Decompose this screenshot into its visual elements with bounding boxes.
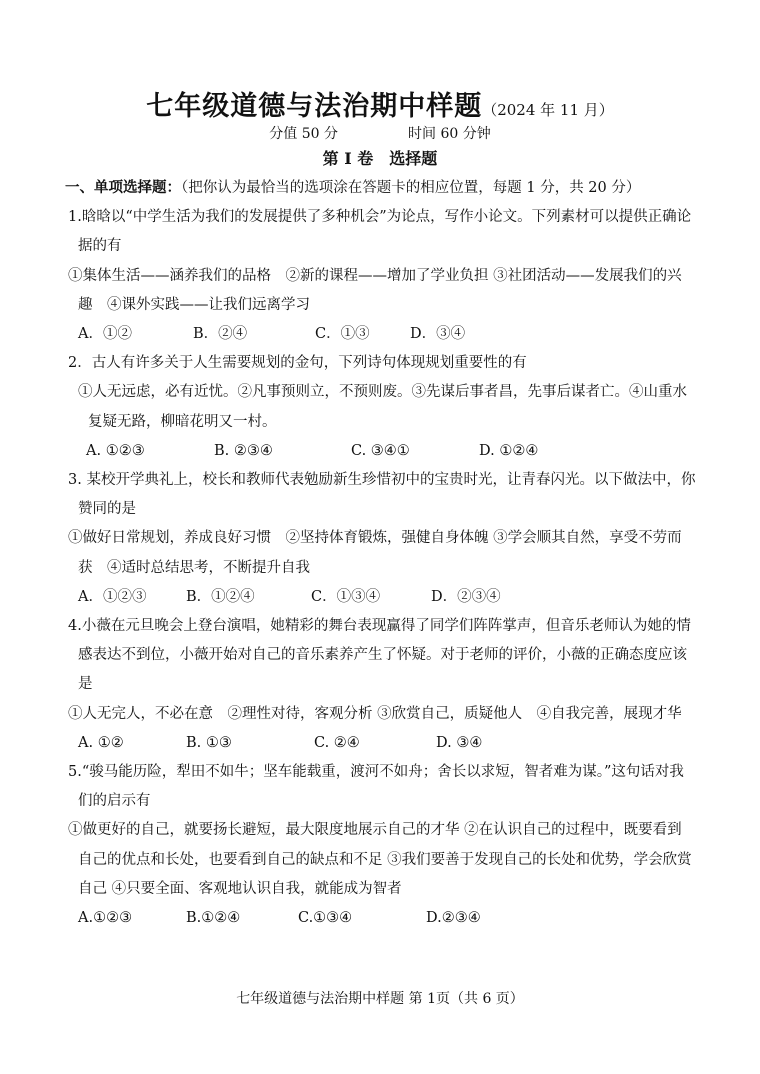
title-row [0, 84, 760, 123]
question-4 [68, 612, 696, 758]
choice-d: D.②③④ [426, 910, 481, 927]
choice-d: D. ①②④ [479, 442, 539, 459]
answer-choices [68, 437, 696, 466]
choice-d: D．②③④ [431, 588, 501, 605]
time-limit: 时间 60 分钟 [408, 126, 491, 142]
choice-d: D. ③④ [436, 734, 483, 751]
choice-c: C．①③ [315, 326, 370, 343]
choice-a: A.①②③ [78, 910, 133, 927]
question-stem: 3. 某校开学典礼上，校长和教师代表勉励新生珍惜初中的宝贵时光，让青春闪光。以下做法中，你赞同的是 [68, 472, 696, 518]
exam-date: （2024 年 11 月） [482, 101, 614, 119]
choice-b: B. ②③④ [214, 442, 273, 459]
score-value: 分值 50 分 [269, 126, 338, 142]
answer-choices [68, 729, 696, 758]
question-3 [68, 466, 696, 612]
question-1 [68, 203, 696, 349]
question-stem: 5.“骏马能历险，犁田不如牛；坚车能载重，渡河不如舟；舍长以求短，智者难为谋。”这句话对我们的启示有 [68, 764, 684, 810]
choice-b: B.①②④ [186, 910, 241, 927]
question-statements: ①人无完人，不必在意 ②理性对待，客观分析 ③欣赏自己，质疑他人 ④自我完善，展现才华 [68, 705, 682, 722]
instructions-head: 一、单项选择题： [65, 179, 181, 196]
choice-a: A. ①② [78, 734, 124, 751]
question-statements: ①做好日常规划，养成良好习惯 ②坚持体育锻炼，强健自身体魄 ③学会顺其自然，享受不劳而获 ④适时总结思考，不断提升自我 [68, 530, 682, 576]
choice-b: B．②④ [193, 326, 248, 343]
choice-c: C．①③④ [311, 588, 381, 605]
question-stem: 4.小薇在元旦晚会上登台演唱，她精彩的舞台表现赢得了同学们阵阵掌声，但音乐老师认为她的情感表达不到位，小薇开始对自己的音乐素养产生了怀疑。对于老师的评价，小薇的正确态度应该是 [68, 618, 691, 693]
choice-c: C. ③④① [351, 442, 410, 459]
question-stem: 2．古人有许多关于人生需要规划的金句，下列诗句体现规划重要性的有 [68, 355, 527, 372]
question-list [65, 173, 696, 933]
question-statements: ①人无远虑，必有近忧。②凡事预则立，不预则废。③先谋后事者昌，先事后谋者亡。④山重水复疑无路，柳暗花明又一村。 [78, 384, 687, 430]
section-title: 第 I 卷 选择题 [322, 149, 438, 168]
question-statements: ①集体生活——涵养我们的品格 ②新的课程——增加了学业负担 ③社团活动——发展我们的兴趣 ④课外实践——让我们远离学习 [68, 267, 682, 313]
question-5 [68, 758, 696, 933]
page-footer: 七年级道德与法治期中样题 第 1页（共 6 页） [236, 991, 524, 1007]
choice-a: A．①②③ [78, 588, 147, 605]
choice-c: C.①③④ [298, 910, 353, 927]
answer-choices [68, 904, 696, 933]
choice-c: C. ②④ [314, 734, 360, 751]
question-2 [68, 349, 696, 466]
choice-a: A．①② [78, 326, 132, 343]
answer-choices [68, 583, 696, 612]
choice-d: D．③④ [410, 326, 466, 343]
page-title: 七年级道德与法治期中样题 [146, 91, 483, 122]
instructions [65, 173, 696, 203]
question-statements: ①做更好的自己，就要扬长避短，最大限度地展示自己的才华 ②在认识自己的过程中，既要看到自己的优点和长处，也要看到自己的缺点和不足 ③我们要善于发现自己的长处和优势，学会欣赏自己 ④只要全面、客观地认识自我，就能成为智者 [68, 822, 692, 897]
answer-choices [68, 320, 696, 349]
choice-b: B. ①③ [186, 734, 232, 751]
instructions-text: （把你认为最恰当的选项涂在答题卡的相应位置，每题 1 分，共 20 分） [181, 180, 641, 196]
question-stem: 1.晗晗以“中学生活为我们的发展提供了多种机会”为论点，写作小论文。下列素材可以提供正确论据的有 [68, 209, 692, 255]
choice-a: A. ①②③ [86, 442, 145, 459]
choice-b: B．①②④ [186, 588, 255, 605]
exam-meta [0, 123, 760, 143]
